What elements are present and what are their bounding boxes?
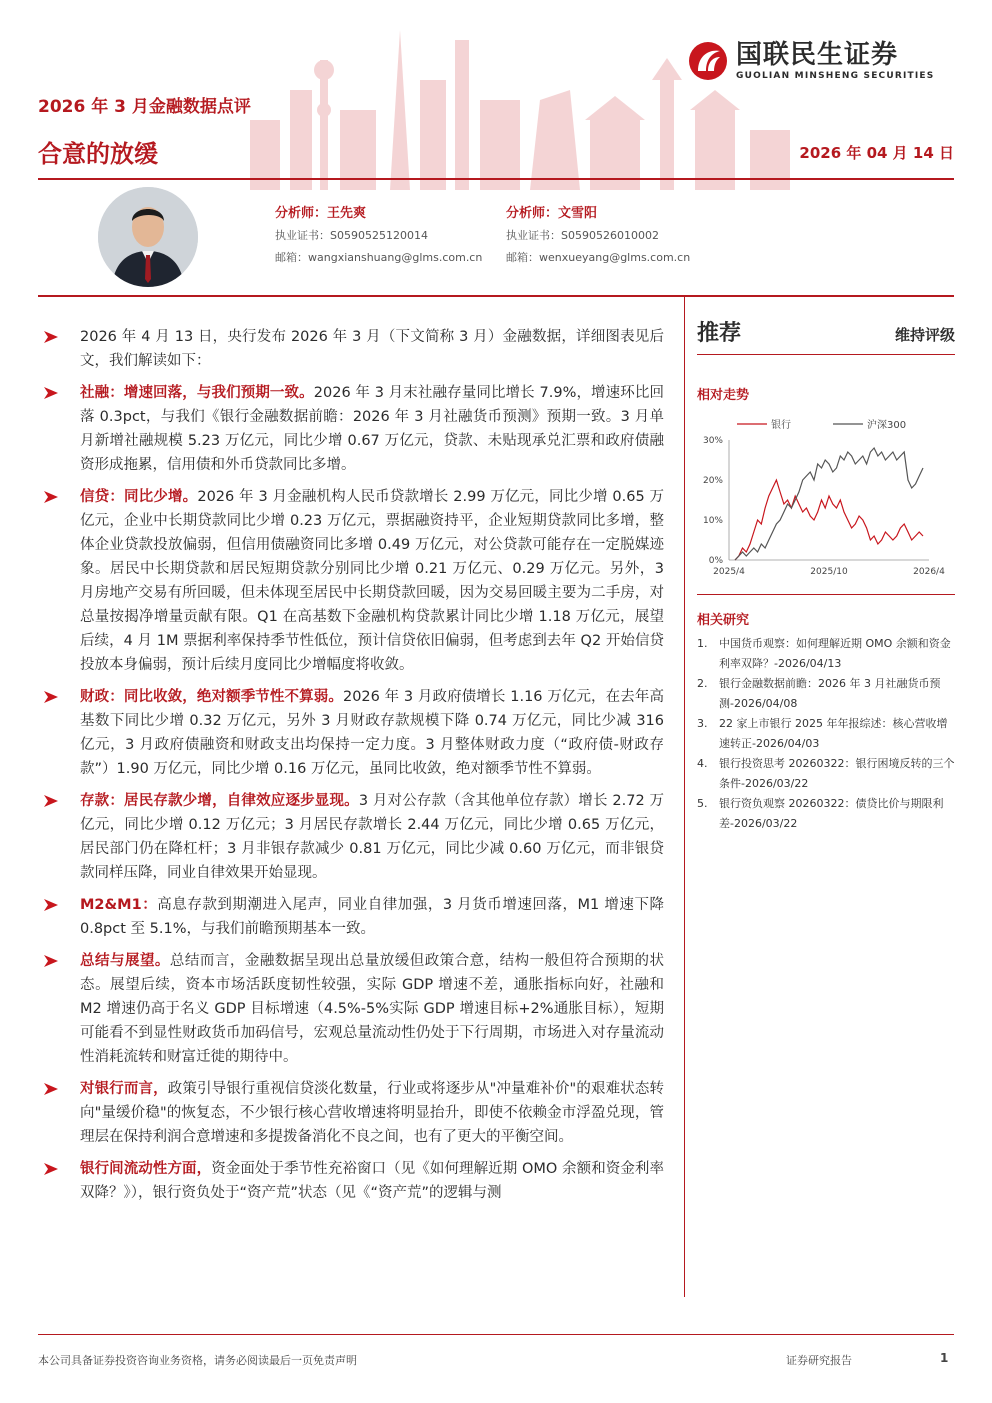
- related-list: [697, 634, 955, 834]
- related-item[interactable]: [697, 674, 955, 714]
- logo-chinese-name: 国联民生证券: [736, 40, 899, 70]
- logo-english-name: GUOLIAN MINSHENG SECURITIES: [736, 71, 935, 81]
- analyst-avatar: [98, 187, 198, 287]
- paragraph-text: 政策引导银行重视信贷淡化数量，行业或将逐步从"冲量难补价"的艰难状态转向"量缓价稳"的恢复态，不少银行核心营收增速将明显抬升，即使不依赖金市浮盈兑现，管理层在保持利润合意增速和多提拨备消化不良之间，也有了更大的平衡空间。: [80, 1081, 664, 1145]
- footer-divider: [38, 1334, 954, 1335]
- page-title: 合意的放缓: [38, 140, 158, 168]
- company-logo: [688, 40, 934, 82]
- paragraph-lead: M2&M1：: [80, 897, 158, 913]
- related-item-text: 银行金融数据前瞻：2026 年 3 月社融货币预测-2026/04/08: [719, 677, 941, 710]
- analyst-card-2: [506, 203, 690, 269]
- header-divider: [38, 178, 954, 180]
- avatar-portrait-icon: [98, 187, 198, 287]
- bullet-arrow-icon: [44, 1083, 58, 1095]
- paragraph-text: 2026 年 3 月金融机构人民币贷款增长 2.99 万亿元，同比少增 0.65 万亿元，企业中长期贷款同比少增 0.23 万亿元，票据融资持平，企业短期贷款同比多增，整体企业贷款投放偏弱，但信用债融资同比多增 0.49 万亿元，对公贷款可能存在一定脱媒迹象。居民中长期贷款和居民短期贷款分别同比少增 0.21 万亿元、0.29 万亿元。另外，3 月房地产交易有所回暖，但未体现至居民中长期贷款回暖，因为交易回暖主要为二手房，对总量按揭净增量贡献有限。Q1 在高基数下金融机构贷款累计同比少增 1.18 万亿元，展望后续，4 月 1M 票据利率保持季节性低位，预计信贷依旧偏弱，但考虑到去年 Q2 开始信贷投放本身偏弱，预计后续月度同比少增幅度将收敛。: [80, 489, 664, 673]
- related-item-number: 2.: [697, 677, 708, 690]
- bullet-arrow-icon: [44, 795, 58, 807]
- paragraph-text: 2026 年 3 月政府债增长 1.16 万亿元，在去年高基数下同比少增 0.32 万亿元，另外 3 月财政存款规模下降 0.74 万亿元，同比少减 316 亿元，3 月政府债融资和财政支出均保持一定力度。3 月整体财政力度（“政府债-财政存款”）1.90 万亿元，同比少增 0.16 万亿元，虽同比收敛，绝对额季节性不算弱。: [80, 689, 664, 777]
- analyst-email: 邮箱：wenxueyang@glms.com.cn: [506, 251, 691, 264]
- x-tick-label: 2026/4: [913, 567, 945, 577]
- paragraph-m2-m1: [42, 893, 664, 941]
- x-tick-label: 2025/10: [810, 567, 848, 577]
- bullet-arrow-icon: [44, 1163, 58, 1175]
- paragraph-lead: 社融：增速回落，与我们预期一致。: [80, 385, 314, 401]
- report-body: [42, 325, 664, 1213]
- related-item[interactable]: [697, 794, 955, 834]
- paragraph-text: 2026 年 3 月末社融存量同比增长 7.9%，增速环比回落 0.3pct，与我们《银行金融数据前瞻：2026 年 3 月社融货币预测》预期一致。3 月单月新增社融规模 5.23 万亿元，同比少增 0.67 万亿元，贷款、未贴现承兑汇票和政府债融资形成拖累，信用债和外币贷款同比多增。: [80, 385, 665, 473]
- y-tick-label: 10%: [702, 516, 723, 526]
- analyst-card-1: [275, 203, 482, 269]
- trend-title: 相对走势: [697, 388, 750, 403]
- paragraph-intro: [42, 325, 664, 373]
- column-divider: [684, 297, 685, 1297]
- analyst-certificate: 执业证书：S0590525120014: [275, 229, 428, 242]
- related-item[interactable]: [697, 754, 955, 794]
- series-line-banks: [735, 480, 923, 560]
- related-item-text: 银行投资思考 20260322：银行困境反转的三个条件-2026/03/22: [719, 757, 955, 790]
- bullet-arrow-icon: [44, 955, 58, 967]
- related-item-text: 22 家上市银行 2025 年年报综述：核心营收增速转正-2026/04/03: [719, 717, 948, 750]
- analyst-name: 分析师：王先爽: [275, 206, 367, 221]
- page-number: 1: [940, 1351, 949, 1365]
- bullet-arrow-icon: [44, 331, 58, 343]
- analyst-name: 分析师：文雪阳: [506, 206, 598, 221]
- paragraph-text: 3 月对公存款（含其他单位存款）增长 2.72 万亿元，同比少增 0.12 万亿元；3 月居民存款增长 2.44 万亿元，同比少增 0.65 万亿元，居民部门仍在降杠杆；3 月非银存款减少 0.81 万亿元，同比少减 0.60 万亿元，而非银贷款同样压降，同业自律效果开始显现。: [80, 793, 664, 881]
- related-item-text: 银行资负观察 20260322：债贷比价与期限利差-2026/03/22: [719, 797, 944, 830]
- sidebar-divider: [697, 594, 955, 595]
- paragraph-lead: 存款：居民存款少增，自律效应逐步显现。: [80, 793, 359, 809]
- paragraph-text: 高息存款到期潮进入尾声，同业自律加强，3 月货币增速回落，M1 增速下降 0.8pct 至 5.1%，与我们前瞻预期基本一致。: [80, 897, 664, 937]
- paragraph-text: 2026 年 4 月 13 日，央行发布 2026 年 3 月（下文简称 3 月）金融数据，详细图表见后文，我们解读如下：: [80, 329, 664, 369]
- bullet-arrow-icon: [44, 899, 58, 911]
- logo-mark-icon: [688, 41, 728, 81]
- bullet-arrow-icon: [44, 491, 58, 503]
- city-skyline-illustration: [240, 0, 800, 190]
- paragraph-lead: 对银行而言，: [80, 1081, 168, 1097]
- legend-label-csi300: 沪深300: [867, 420, 907, 431]
- paragraph-deposits: [42, 789, 664, 885]
- rating-block: [697, 316, 955, 352]
- relative-trend-chart: [697, 408, 955, 588]
- paragraph-text: 资金面处于季节性充裕窗口（见《如何理解近期 OMO 余额和资金利率双降？》），银行资负处于“资产荒”状态（见《“资产荒”的逻辑与测: [80, 1161, 664, 1201]
- paragraph-social-financing: [42, 381, 664, 477]
- paragraph-lead: 信贷：同比少增。: [80, 489, 198, 505]
- series-line-csi300: [735, 448, 923, 560]
- rating-note: 维持评级: [894, 326, 955, 344]
- footer-doc-type: 证券研究报告: [786, 1354, 852, 1367]
- bullet-arrow-icon: [44, 387, 58, 399]
- related-item-number: 3.: [697, 717, 708, 730]
- paragraph-interbank-liquidity: [42, 1157, 664, 1205]
- analyst-email: 邮箱：wangxianshuang@glms.com.cn: [275, 251, 483, 264]
- y-tick-label: 30%: [702, 436, 723, 446]
- analyst-certificate: 执业证书：S0590526010002: [506, 229, 659, 242]
- x-tick-label: 2025/4: [713, 567, 745, 577]
- bullet-arrow-icon: [44, 691, 58, 703]
- y-tick-label: 20%: [702, 476, 723, 486]
- related-item[interactable]: [697, 634, 955, 674]
- report-type: 2026 年 3 月金融数据点评: [38, 97, 251, 117]
- related-item-text: 中国货币观察：如何理解近期 OMO 余额和资金利率双降？-2026/04/13: [719, 637, 951, 670]
- paragraph-banks: [42, 1077, 664, 1149]
- paragraph-outlook: [42, 949, 664, 1069]
- report-date: 2026 年 04 月 14 日: [799, 144, 954, 162]
- rating-divider: [697, 354, 955, 355]
- related-item[interactable]: [697, 714, 955, 754]
- related-item-number: 4.: [697, 757, 708, 770]
- analyst-divider: [38, 295, 954, 297]
- related-item-number: 1.: [697, 637, 708, 650]
- paragraph-lead: 总结与展望。: [80, 953, 170, 969]
- footer-disclaimer: 本公司具备证券投资咨询业务资格，请务必阅读最后一页免责声明: [38, 1354, 357, 1367]
- related-title: 相关研究: [697, 613, 750, 628]
- related-research: [697, 609, 955, 834]
- related-item-number: 5.: [697, 797, 708, 810]
- legend-label-banks: 银行: [771, 420, 791, 431]
- y-tick-label: 0%: [708, 556, 723, 566]
- paragraph-credit: [42, 485, 664, 677]
- paragraph-text: 总结而言，金融数据呈现出总量放缓但政策合意，结构一般但符合预期的状态。展望后续，资本市场活跃度韧性较强，实际 GDP 增速不差，通胀指标向好，社融和 M2 增速仍高于名义 GDP 目标增速（4.5%-5%实际 GDP 增速目标+2%通胀目标），短期可能看不到显性财政货币加码信号，宏观总量流动性仍处于下行周期，市场进入对存量流动性消耗流转和财富迁徙的期待中。: [80, 953, 664, 1065]
- rating-title: 推荐: [697, 321, 742, 346]
- paragraph-fiscal: [42, 685, 664, 781]
- paragraph-lead: 银行间流动性方面，: [80, 1161, 212, 1177]
- paragraph-lead: 财政：同比收敛，绝对额季节性不算弱。: [80, 689, 343, 705]
